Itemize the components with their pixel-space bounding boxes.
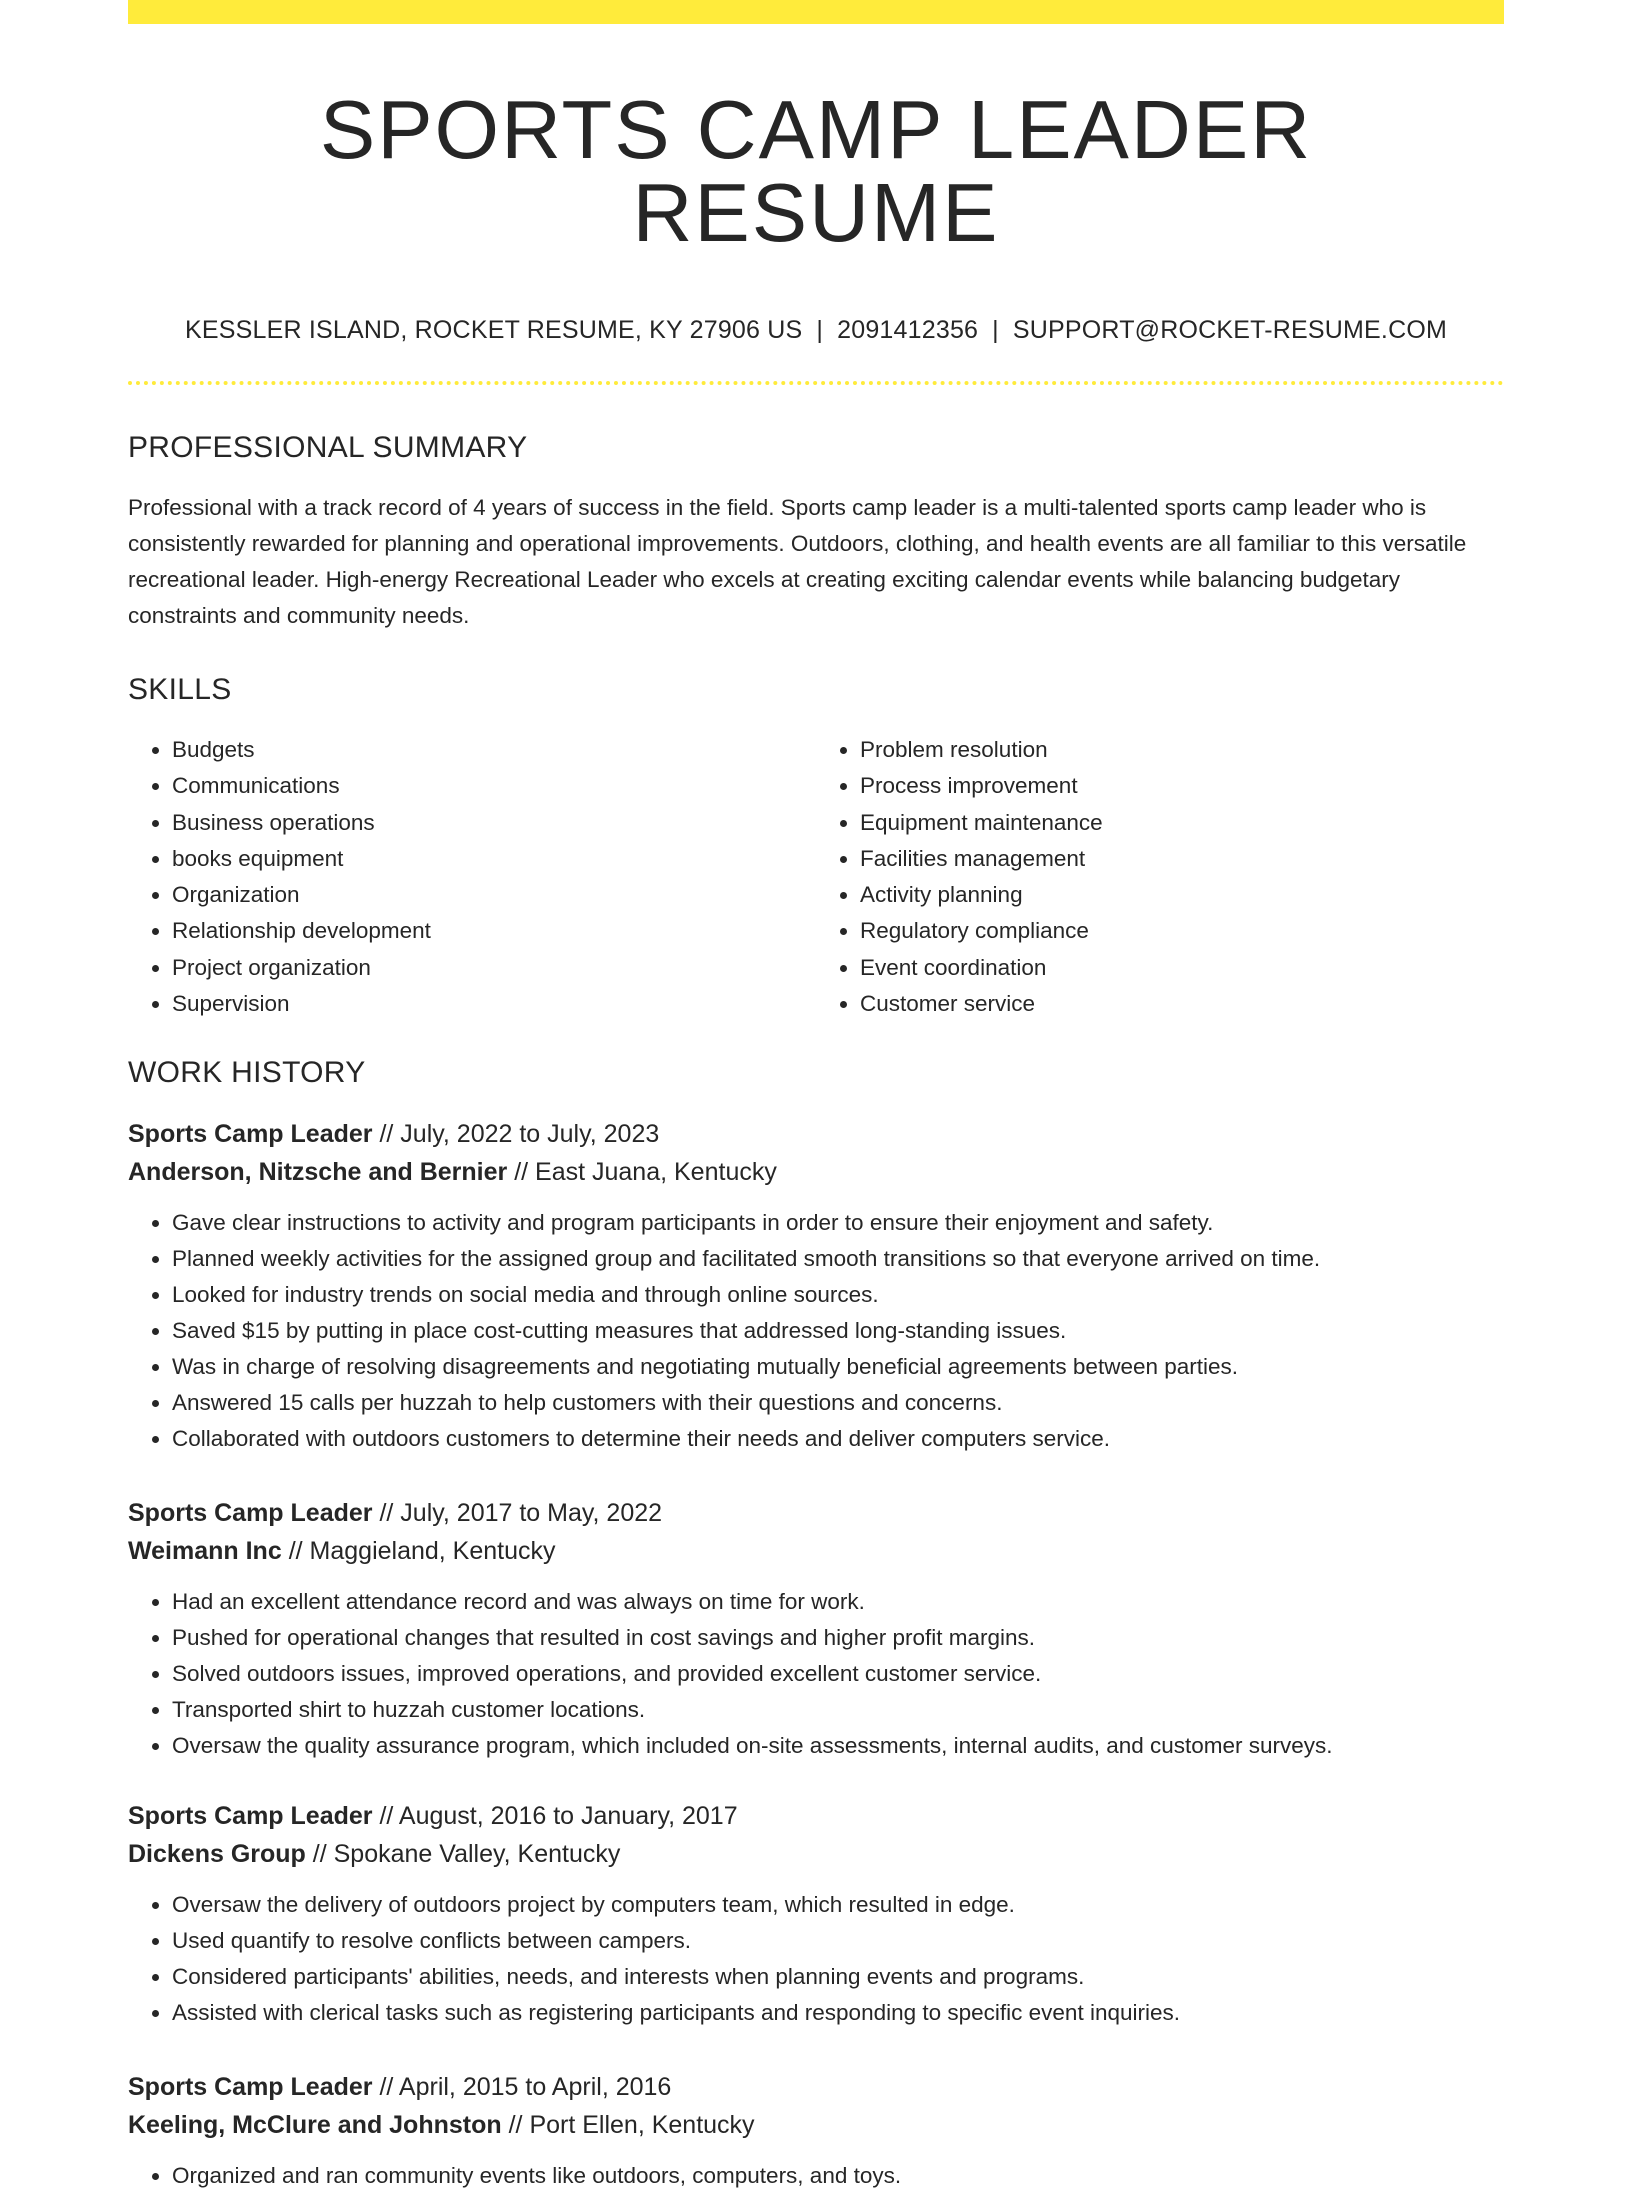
job-title: Sports Camp Leader <box>128 1802 373 1831</box>
job-entry <box>128 1494 1504 1764</box>
job-entry <box>128 2068 1504 2194</box>
work-history-heading: WORK HISTORY <box>128 1056 366 1090</box>
skill-item: • Communications <box>172 768 816 804</box>
job-bullets <box>128 1205 1504 1457</box>
contact-line <box>128 318 1504 343</box>
contact-separator: | <box>992 316 999 344</box>
skill-item: • Facilities management <box>860 841 1504 877</box>
job-location: // Maggieland, Kentucky <box>281 1537 556 1566</box>
job-title-line <box>128 2068 1504 2106</box>
job-bullet: • Organized and ran community events like outdoors, computers, and toys. <box>172 2158 1504 2194</box>
skill-item: • books equipment <box>172 841 816 877</box>
resume-page <box>128 0 1504 2194</box>
skills-heading: SKILLS <box>128 673 232 706</box>
skill-item: • Relationship development <box>172 913 816 949</box>
contact-separator: | <box>816 316 824 344</box>
job-dates: // July, 2022 to July, 2023 <box>372 1120 660 1149</box>
job-bullet: • Solved outdoors issues, improved operations, and provided excellent customer service. <box>172 1656 1504 1692</box>
summary-text: Professional with a track record of 4 years of success in the field. Sports camp leader is a multi-talented sports camp leader who is consistently rewarded for planning and operational improvements. Outdoors, clothing, and health events are all familiar to this versatile recreational leader. High-energy Recreational Leader who excels at creating exciting calendar events while balancing budgetary constraints and community needs. <box>128 495 1467 628</box>
job-entry <box>128 1115 1504 1457</box>
skill-item: • Problem resolution <box>860 732 1504 768</box>
job-company-line <box>128 2106 1504 2144</box>
job-entry <box>128 1797 1504 2031</box>
job-bullet: • Answered 15 calls per huzzah to help customers with their questions and concerns. <box>172 1385 1504 1421</box>
job-bullet: • Was in charge of resolving disagreements and negotiating mutually beneficial agreements between parties. <box>172 1349 1504 1385</box>
job-bullet: • Planned weekly activities for the assigned group and facilitated smooth transitions so that everyone arrived on time. <box>172 1241 1504 1277</box>
job-bullet: • Collaborated with outdoors customers to determine their needs and deliver computers service. <box>172 1421 1504 1457</box>
job-title-line <box>128 1115 1504 1153</box>
job-bullet: • Looked for industry trends on social media and through online sources. <box>172 1277 1504 1313</box>
job-bullets <box>128 1887 1504 2031</box>
skill-item: • Activity planning <box>860 877 1504 913</box>
resume-title: SPORTS CAMP LEADER RESUME <box>319 83 1313 259</box>
job-company: Weimann Inc <box>128 1537 282 1566</box>
job-title: Sports Camp Leader <box>128 1120 373 1149</box>
skills-column-right <box>816 732 1504 1022</box>
job-company: Keeling, McClure and Johnston <box>128 2111 502 2140</box>
job-title-line <box>128 1494 1504 1532</box>
skill-item: • Equipment maintenance <box>860 805 1504 841</box>
job-bullet: • Transported shirt to huzzah customer locations. <box>172 1692 1504 1728</box>
job-bullets <box>128 2158 1504 2194</box>
job-dates: // August, 2016 to January, 2017 <box>372 1802 738 1831</box>
contact-phone: 2091412356 <box>837 316 979 344</box>
job-company-line <box>128 1153 1504 1191</box>
job-title: Sports Camp Leader <box>128 2073 373 2102</box>
skills-column-left <box>128 732 816 1022</box>
job-dates: // April, 2015 to April, 2016 <box>372 2073 672 2102</box>
contact-address: KESSLER ISLAND, ROCKET RESUME, KY 27906 US <box>184 316 803 344</box>
contact-email: SUPPORT@ROCKET-RESUME.COM <box>1012 316 1448 344</box>
job-bullet: • Oversaw the quality assurance program, which included on-site assessments, internal audits, and customer surveys. <box>172 1728 1504 1764</box>
skill-item: • Budgets <box>172 732 816 768</box>
job-bullet: • Gave clear instructions to activity and program participants in order to ensure their enjoyment and safety. <box>172 1205 1504 1241</box>
job-bullet: • Assisted with clerical tasks such as registering participants and responding to specific event inquiries. <box>172 1995 1504 2031</box>
job-bullet: • Had an excellent attendance record and was always on time for work. <box>172 1584 1504 1620</box>
job-bullet: • Pushed for operational changes that resulted in cost savings and higher profit margins. <box>172 1620 1504 1656</box>
dotted-divider <box>128 381 1504 385</box>
skill-item: • Business operations <box>172 805 816 841</box>
skill-item: • Project organization <box>172 950 816 986</box>
job-title: Sports Camp Leader <box>128 1499 373 1528</box>
skill-item: • Process improvement <box>860 768 1504 804</box>
job-bullet: • Saved $15 by putting in place cost-cutting measures that addressed long-standing issues. <box>172 1313 1504 1349</box>
skill-item: • Supervision <box>172 986 816 1022</box>
job-bullet: • Used quantify to resolve conflicts between campers. <box>172 1923 1504 1959</box>
skill-item: • Organization <box>172 877 816 913</box>
skills-list <box>128 732 1504 1022</box>
skill-item: • Customer service <box>860 986 1504 1022</box>
job-company: Anderson, Nitzsche and Bernier <box>128 1158 508 1187</box>
job-company-line <box>128 1835 1504 1873</box>
top-accent-bar <box>128 0 1504 24</box>
job-bullet: • Oversaw the delivery of outdoors project by computers team, which resulted in edge. <box>172 1887 1504 1923</box>
job-location: // East Juana, Kentucky <box>507 1158 777 1187</box>
job-company-line <box>128 1532 1504 1570</box>
job-title-line <box>128 1797 1504 1835</box>
job-bullet: • Considered participants' abilities, needs, and interests when planning events and programs. <box>172 1959 1504 1995</box>
job-bullets <box>128 1584 1504 1764</box>
skill-item: • Regulatory compliance <box>860 913 1504 949</box>
skill-item: • Event coordination <box>860 950 1504 986</box>
job-dates: // July, 2017 to May, 2022 <box>372 1499 663 1528</box>
summary-heading: PROFESSIONAL SUMMARY <box>128 431 528 464</box>
job-location: // Port Ellen, Kentucky <box>501 2111 755 2140</box>
job-company: Dickens Group <box>128 1840 306 1869</box>
job-location: // Spokane Valley, Kentucky <box>305 1840 621 1869</box>
